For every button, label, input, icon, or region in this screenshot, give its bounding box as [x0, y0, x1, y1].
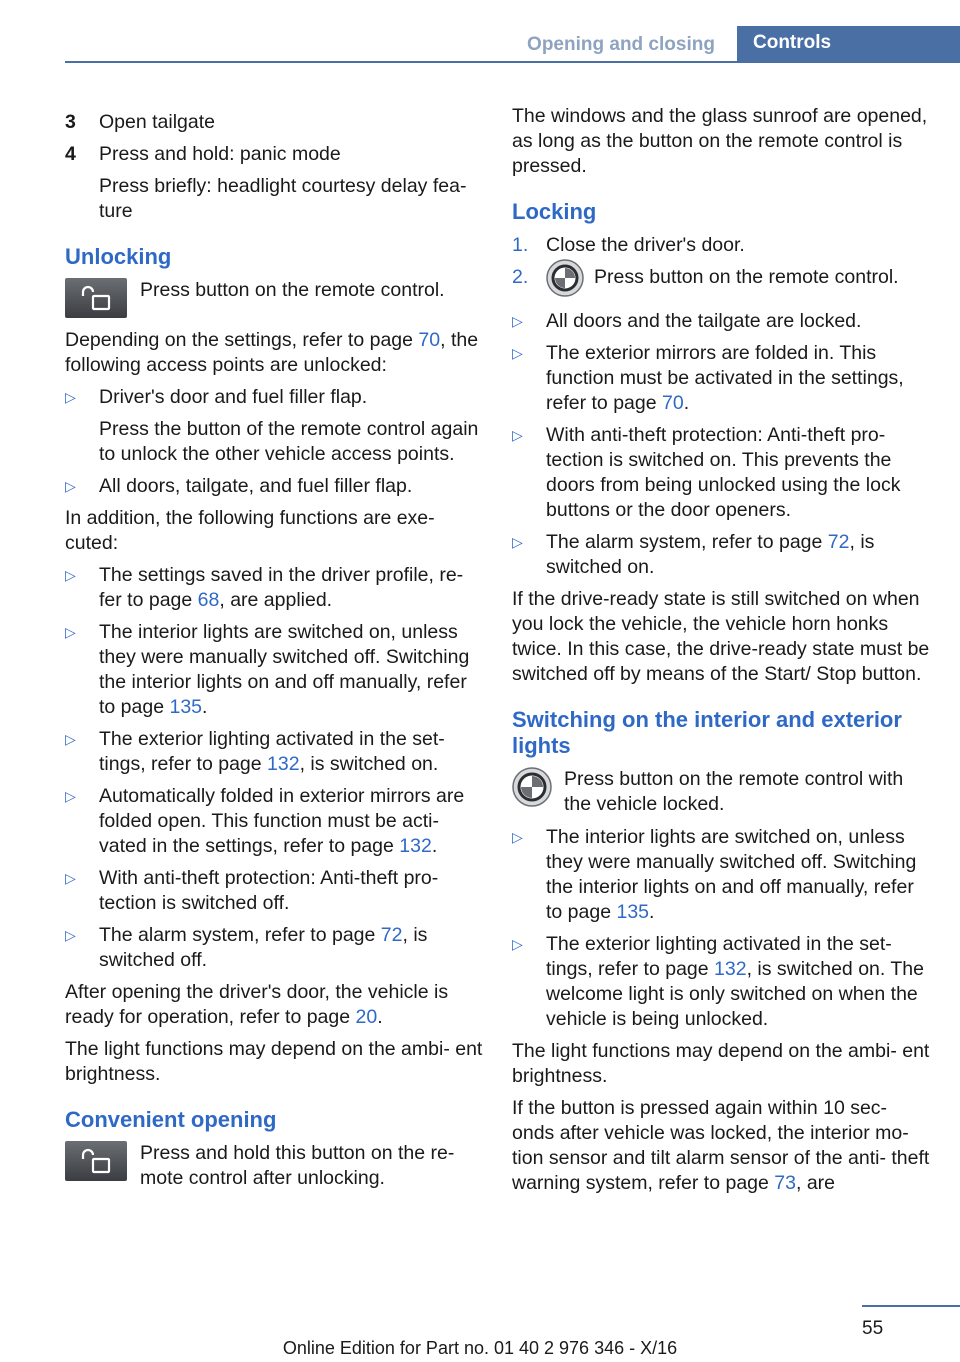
unlock-button-icon: [65, 278, 127, 318]
bullet-triangle-icon: [65, 474, 76, 499]
heading-locking: Locking: [512, 199, 597, 224]
page-link[interactable]: 72: [380, 924, 403, 946]
step-item: 2. Press button on the remote control.: [512, 265, 932, 301]
bullet-triangle-icon: [512, 309, 523, 334]
heading-convenient-opening: Convenient opening: [65, 1107, 277, 1132]
page-link[interactable]: 20: [355, 1006, 378, 1028]
after-opening-text: After opening the driver's door, the vehicle is ready for operation, refer to page 20.: [65, 981, 449, 1028]
bullet-item: ▷ With anti-theft protection: Anti-theft pro‐ tection is switched on. This prevents the doors from being unlocked using the lock buttons or the door openers.: [512, 423, 932, 523]
bullet-triangle-icon: [65, 784, 76, 809]
page-link[interactable]: 135: [169, 696, 203, 718]
unlock-button-icon: [65, 1141, 127, 1181]
page-link[interactable]: 132: [714, 958, 747, 980]
page-link[interactable]: 132: [399, 835, 432, 857]
bmw-lock-button-icon: [546, 259, 584, 297]
bullet-triangle-icon: [512, 825, 523, 850]
unlock-instruction: Press button on the remote control.: [140, 279, 445, 301]
bullet-item: ▷ The interior lights are switched on, unless they were manually switched off. Switching the interior lights on and off manually, refer to page 135.: [512, 825, 932, 925]
page-link[interactable]: 70: [418, 329, 441, 351]
item-number: 4: [65, 143, 76, 165]
bullet-triangle-icon: [512, 423, 523, 448]
bullet-triangle-icon: [65, 866, 76, 891]
chapter-tab[interactable]: Controls: [737, 26, 960, 62]
page-link[interactable]: 132: [267, 753, 300, 775]
bullet-item: ▷ All doors and the tailgate are locked.: [512, 309, 932, 334]
footer-divider: [862, 1305, 960, 1307]
bullet-item: ▷ Driver's door and fuel filler flap. Press the button of the remote control again to unlock the other vehicle access points.: [65, 385, 485, 467]
bullet-item: ▷ The alarm system, refer to page 72, is switched off.: [65, 923, 485, 973]
list-item: [65, 142, 485, 224]
convenient-button-row: [65, 1141, 485, 1191]
bullet-item: ▷ The exterior lighting activated in the set‐ tings, refer to page 132, is switched on. The welcome light is only switched on when the vehicle is being unlocked.: [512, 932, 932, 1032]
item-text: Press and hold: panic mode: [99, 143, 341, 165]
left-column: [65, 110, 485, 1199]
bullet-item: ▷ The exterior lighting activated in the set‐ tings, refer to page 132, is switched on.: [65, 727, 485, 777]
section-tab[interactable]: Opening and closing: [527, 34, 715, 55]
bullet-triangle-icon: [512, 341, 523, 366]
bullet-triangle-icon: [65, 620, 76, 645]
light-note: The light functions may depend on the ambi‐ ent brightness.: [65, 1038, 483, 1085]
bullet-item: ▷ The alarm system, refer to page 72, is switched on.: [512, 530, 932, 580]
lights-button-row: [512, 767, 932, 817]
page-number: 55: [862, 1318, 884, 1339]
item-subtext: Press briefly: headlight courtesy delay fea‐ ture: [99, 175, 467, 222]
bullet-triangle-icon: [65, 923, 76, 948]
bmw-lock-button-icon: [512, 767, 552, 807]
page-link[interactable]: 73: [774, 1172, 796, 1194]
bullet-item: ▷ With anti-theft protection: Anti-theft pro‐ tection is switched off.: [65, 866, 485, 916]
unlock-intro: Depending on the settings, refer to page 70, the following access points are unlocked:: [65, 329, 479, 376]
header-divider: [65, 61, 960, 63]
page-link[interactable]: 135: [616, 901, 650, 923]
bullet-triangle-icon: [65, 385, 76, 410]
page-link[interactable]: 68: [197, 589, 220, 611]
light-note: The light functions may depend on the ambi‐ ent brightness.: [512, 1040, 930, 1087]
lights-instruction: Press button on the remote control with the vehicle locked.: [564, 768, 904, 815]
convenient-instruction: Press and hold this button on the re‐ mote control after unlocking.: [140, 1142, 455, 1189]
bullet-item: ▷ The exterior mirrors are folded in. This function must be activated in the settings, refer to page 70.: [512, 341, 932, 416]
bullet-triangle-icon: [512, 932, 523, 957]
list-item: [65, 110, 485, 135]
item-number: 3: [65, 111, 76, 133]
press-again-text: If the button is pressed again within 10 sec‐ onds after vehicle was locked, the interior mo‐ tion sensor and tilt alarm sensor of the anti- theft warning system, refer to page 73, are: [512, 1097, 930, 1194]
bullet-triangle-icon: [65, 563, 76, 588]
edition-footer: Online Edition for Part no. 01 40 2 976 346 - X/16: [282, 1338, 678, 1358]
step-item: 1. Close the driver's door.: [512, 234, 745, 256]
page-header: [0, 0, 960, 62]
bullet-item: ▷ Automatically folded in exterior mirrors are folded open. This function must be acti‐ vated in the settings, refer to page 132.: [65, 784, 485, 859]
bullet-item: ▷ All doors, tailgate, and fuel filler flap.: [65, 474, 485, 499]
bullet-item: ▷ The settings saved in the driver profile, re‐ fer to page 68, are applied.: [65, 563, 485, 613]
right-column: [512, 104, 932, 1203]
drive-ready-text: If the drive-ready state is still switched on when you lock the vehicle, the vehicle horn honks twice. In this case, the drive-ready state must be switched off by means of the Start/ Stop button.: [512, 588, 930, 685]
unlock-button-row: [65, 278, 485, 320]
heading-unlocking: Unlocking: [65, 244, 172, 269]
page-link[interactable]: 70: [662, 392, 684, 414]
bullet-item: ▷ The interior lights are switched on, unless they were manually switched off. Switching the interior lights on and off manually, refer to page 135.: [65, 620, 485, 720]
heading-switching-lights: Switching on the interior and exterior lights: [512, 707, 902, 758]
addition-text: In addition, the following functions are exe‐ cuted:: [65, 507, 435, 554]
item-text: Open tailgate: [99, 111, 216, 133]
bullet-triangle-icon: [512, 530, 523, 555]
page-link[interactable]: 72: [827, 531, 850, 553]
windows-intro: The windows and the glass sunroof are opened, as long as the button on the remote control is pressed.: [512, 105, 928, 177]
bullet-triangle-icon: [65, 727, 76, 752]
